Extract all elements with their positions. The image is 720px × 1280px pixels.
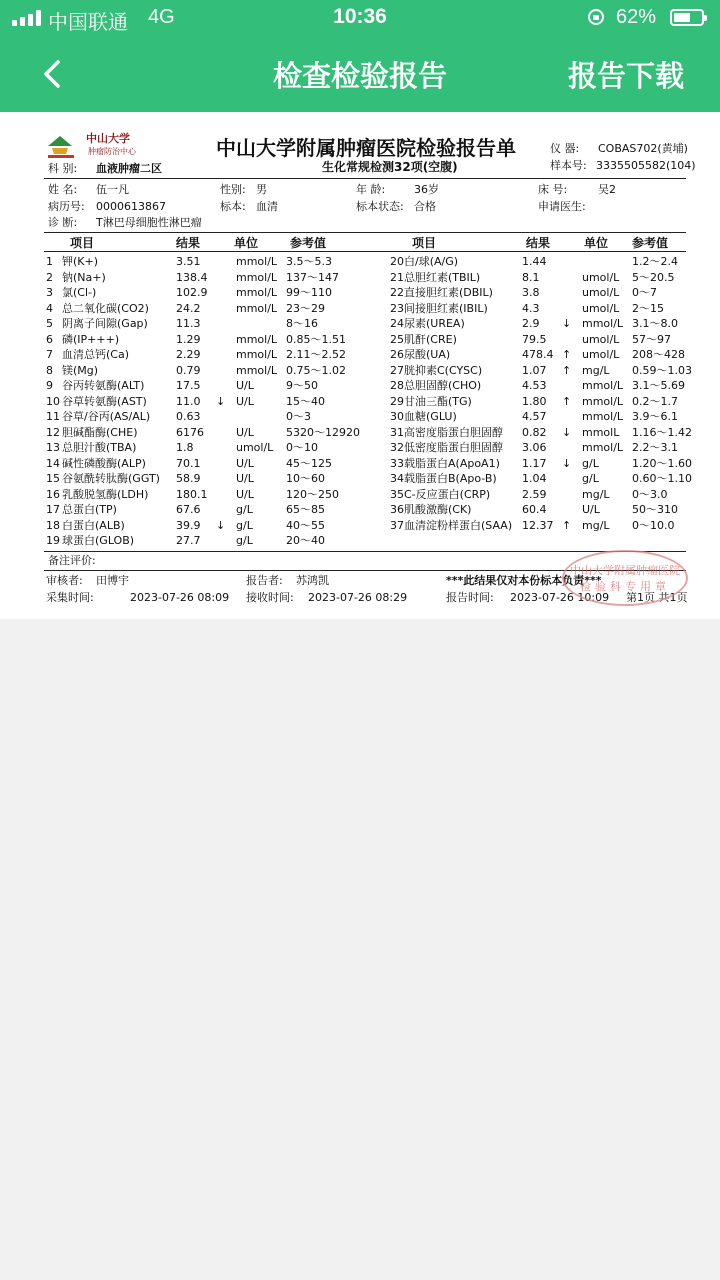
table-row <box>0 518 720 533</box>
result-flag: ↓ <box>562 425 572 439</box>
result-name: 血糖(GLU) <box>404 410 457 423</box>
result-ref: 0～10 <box>286 441 318 454</box>
result-value: 102.9 <box>176 286 208 299</box>
result-flag: ↓ <box>562 456 572 470</box>
result-no: 25 <box>390 332 404 346</box>
result-no: 5 <box>46 317 53 330</box>
instrument-value: COBAS702(黄埔) <box>598 142 688 155</box>
result-unit: mmol/L <box>236 255 278 268</box>
result-name: 高密度脂蛋白胆固醇 <box>404 425 503 439</box>
result-no: 13 <box>46 441 60 454</box>
patient-name: 伍一凡 <box>96 183 129 196</box>
collect-time-label: 采集时间: <box>46 591 94 604</box>
result-no: 2 <box>46 270 53 284</box>
result-name: 载脂蛋白B(Apo-B) <box>404 472 497 485</box>
result-ref: 15～40 <box>286 394 325 408</box>
result-no: 21 <box>390 270 404 284</box>
diagnosis-value: T淋巴母细胞性淋巴瘤 <box>96 216 202 229</box>
divider <box>44 178 686 179</box>
result-name: 低密度脂蛋白胆固醇 <box>404 441 503 454</box>
result-no: 3 <box>46 286 53 299</box>
result-ref: 0.85～1.51 <box>286 332 346 346</box>
specimen-value: 血清 <box>256 200 278 213</box>
reviewer-value: 田博宇 <box>96 574 129 587</box>
result-value: 1.44 <box>522 255 547 268</box>
reporter-label: 报告者: <box>246 574 283 587</box>
result-name: 血清淀粉样蛋白(SAA) <box>404 518 513 532</box>
result-ref: 2.11～2.52 <box>286 348 346 361</box>
result-value: 1.8 <box>176 441 194 454</box>
result-unit: mg/L <box>582 518 610 532</box>
result-unit: mmol/L <box>582 410 624 423</box>
result-value: 4.57 <box>522 410 547 423</box>
result-name: 直接胆红素(DBIL) <box>404 286 493 299</box>
result-no: 9 <box>46 379 53 392</box>
result-name: 胱抑素C(CYSC) <box>404 363 483 377</box>
header-ref-left: 参考值 <box>290 236 327 250</box>
result-value: 11.3 <box>176 317 201 330</box>
table-row <box>0 363 720 378</box>
result-no: 37 <box>390 518 404 532</box>
disclaimer: ***此结果仅对本份标本负责*** <box>446 574 602 587</box>
result-name: 总胆红素(TBIL) <box>404 270 481 284</box>
battery-percent: 62% <box>616 6 657 28</box>
bed-value: 吴2 <box>598 183 616 196</box>
result-ref: 0.60～1.10 <box>632 472 692 485</box>
result-value: 3.06 <box>522 441 547 454</box>
result-value: 60.4 <box>522 503 547 516</box>
result-ref: 65～85 <box>286 503 325 516</box>
result-value: 478.4 <box>522 348 554 361</box>
result-no: 28 <box>390 379 404 392</box>
result-name: 尿酸(UA) <box>404 348 451 361</box>
receive-time-value: 2023-07-26 08:29 <box>308 591 408 604</box>
result-no: 30 <box>390 410 404 423</box>
result-no: 10 <box>46 394 60 408</box>
result-no: 1 <box>46 255 53 268</box>
result-name: 氯(Cl-) <box>62 286 97 299</box>
result-no: 32 <box>390 441 404 454</box>
result-no: 36 <box>390 503 404 516</box>
sample-no-value: 3335505582(104) <box>596 159 696 172</box>
result-no: 34 <box>390 472 404 485</box>
result-ref: 1.16～1.42 <box>632 425 692 439</box>
sample-no-label: 样本号: <box>550 159 587 172</box>
result-name: 间接胆红素(IBIL) <box>404 301 488 315</box>
result-value: 0.63 <box>176 410 201 423</box>
table-row <box>0 394 720 409</box>
table-row <box>0 270 720 285</box>
result-name: 钾(K+) <box>62 255 99 268</box>
collect-time-value: 2023-07-26 08:09 <box>130 591 230 604</box>
result-value: 1.07 <box>522 363 547 377</box>
divider <box>44 251 686 252</box>
result-no: 35 <box>390 487 404 501</box>
table-row <box>0 378 720 393</box>
result-ref: 3.1～8.0 <box>632 317 678 330</box>
result-unit: umol/L <box>236 441 274 454</box>
result-name: 阴离子间隙(Gap) <box>62 317 148 330</box>
result-flag: ↓ <box>216 518 226 532</box>
result-value: 17.5 <box>176 379 201 392</box>
battery-level <box>674 13 690 22</box>
result-value: 6176 <box>176 425 204 439</box>
result-name: 总蛋白(TP) <box>62 503 117 516</box>
report-image[interactable] <box>0 112 720 619</box>
result-no: 27 <box>390 363 404 377</box>
result-no: 6 <box>46 332 53 346</box>
result-unit: g/L <box>582 472 599 485</box>
table-row <box>0 409 720 424</box>
page-number: 第1页 共1页 <box>626 591 688 604</box>
dept-label: 科 别: <box>48 162 78 175</box>
result-unit: mmolL <box>582 425 620 439</box>
result-name: 谷氨酰转肽酶(GGT) <box>62 472 160 485</box>
result-ref: 2.2～3.1 <box>632 441 678 454</box>
result-ref: 1.20～1.60 <box>632 456 692 470</box>
table-row <box>0 347 720 362</box>
result-no: 12 <box>46 425 60 439</box>
result-flag: ↑ <box>562 348 572 361</box>
result-value: 79.5 <box>522 332 547 346</box>
svg-text:中山大学: 中山大学 <box>86 132 130 145</box>
report-time-label: 报告时间: <box>446 591 494 604</box>
specimen-status-label: 标本状态: <box>356 200 404 213</box>
header-item-left: 项目 <box>70 236 95 250</box>
table-row <box>0 332 720 347</box>
result-ref: 99～110 <box>286 286 332 299</box>
result-unit: mg/L <box>582 363 610 377</box>
result-unit: umol/L <box>582 301 620 315</box>
result-value: 67.6 <box>176 503 201 516</box>
svg-text:肿瘤防治中心: 肿瘤防治中心 <box>88 147 136 156</box>
result-value: 3.8 <box>522 286 540 299</box>
result-name: 载脂蛋白A(ApoA1) <box>404 456 500 470</box>
result-ref: 3.5～5.3 <box>286 255 332 268</box>
result-value: 12.37 <box>522 518 554 532</box>
result-value: 39.9 <box>176 518 201 532</box>
header-result-left: 结果 <box>176 236 201 250</box>
result-value: 70.1 <box>176 456 201 470</box>
result-unit: g/L <box>582 456 599 470</box>
result-name: 血清总钙(Ca) <box>62 348 130 361</box>
result-unit: g/L <box>236 503 253 516</box>
result-flag: ↑ <box>562 363 572 377</box>
sex-label: 性别: <box>220 183 246 196</box>
table-row <box>0 440 720 455</box>
result-unit: mmol/L <box>582 394 624 408</box>
header-ref-right: 参考值 <box>632 236 669 250</box>
result-no: 26 <box>390 348 404 361</box>
result-ref: 20～40 <box>286 534 325 547</box>
result-unit: U/L <box>236 456 254 470</box>
result-ref: 5～20.5 <box>632 270 675 284</box>
result-name: 甘油三酯(TG) <box>404 394 472 408</box>
result-flag: ↓ <box>562 317 572 330</box>
report-subtitle: 生化常规检测32项(空腹) <box>322 160 458 174</box>
result-name: 球蛋白(GLOB) <box>62 534 135 547</box>
table-row <box>0 254 720 269</box>
result-unit: mmol/L <box>236 270 278 284</box>
result-ref: 2～15 <box>632 301 664 315</box>
result-no: 14 <box>46 456 60 470</box>
result-unit: umol/L <box>582 270 620 284</box>
result-unit: U/L <box>236 394 254 408</box>
result-no: 7 <box>46 348 53 361</box>
result-ref: 3.1～5.69 <box>632 379 685 392</box>
result-no: 11 <box>46 410 60 423</box>
result-no: 24 <box>390 317 404 330</box>
result-unit: mmol/L <box>582 379 624 392</box>
result-ref: 23～29 <box>286 301 325 315</box>
result-no: 8 <box>46 363 53 377</box>
name-label: 姓 名: <box>48 183 78 196</box>
result-name: 镁(Mg) <box>62 363 99 377</box>
remark-label: 备注评价: <box>48 554 96 567</box>
result-name: 胆碱酯酶(CHE) <box>62 425 138 439</box>
result-no: 17 <box>46 503 60 516</box>
reviewer-label: 审核者: <box>46 574 83 587</box>
result-ref: 8～16 <box>286 317 318 330</box>
result-value: 27.7 <box>176 534 201 547</box>
header-result-right: 结果 <box>526 236 551 250</box>
result-ref: 208～428 <box>632 348 685 361</box>
dept-value: 血液肿瘤二区 <box>96 162 162 175</box>
result-value: 0.79 <box>176 363 201 377</box>
result-name: 谷草转氨酶(AST) <box>62 394 147 408</box>
result-ref: 0～3 <box>286 410 311 423</box>
sex-value: 男 <box>256 183 267 196</box>
age-value: 36岁 <box>414 183 439 196</box>
result-unit: g/L <box>236 518 253 532</box>
result-no: 18 <box>46 518 60 532</box>
result-ref: 0～7 <box>632 286 657 299</box>
result-unit: mmol/L <box>236 301 278 315</box>
record-label: 病历号: <box>48 200 85 213</box>
record-value: 0000613867 <box>96 200 166 213</box>
age-label: 年 龄: <box>356 183 386 196</box>
result-ref: 0.2～1.7 <box>632 394 678 408</box>
result-ref: 50～310 <box>632 503 678 516</box>
status-bar <box>0 0 720 36</box>
result-ref: 1.2～2.4 <box>632 255 678 268</box>
result-unit: mmol/L <box>582 317 624 330</box>
result-value: 4.3 <box>522 301 540 315</box>
result-unit: mmol/L <box>236 332 278 346</box>
result-no: 20 <box>390 255 404 268</box>
result-ref: 0.75～1.02 <box>286 363 346 377</box>
result-unit: mmol/L <box>236 363 278 377</box>
result-value: 1.29 <box>176 332 201 346</box>
result-value: 1.17 <box>522 456 547 470</box>
lab-seal-stamp: 中山大学附属肿瘤医院 检验科专用章 <box>562 550 688 606</box>
result-value: 2.59 <box>522 487 547 501</box>
result-unit: mg/L <box>582 487 610 501</box>
divider <box>44 551 686 552</box>
result-unit: U/L <box>582 503 600 516</box>
result-ref: 0.59～1.03 <box>632 363 692 377</box>
result-ref: 45～125 <box>286 456 332 470</box>
table-row <box>0 487 720 502</box>
result-value: 1.04 <box>522 472 547 485</box>
result-ref: 0～3.0 <box>632 487 668 501</box>
table-row <box>0 316 720 331</box>
result-value: 24.2 <box>176 301 201 315</box>
page-title: 检查检验报告 <box>272 59 447 93</box>
table-row <box>0 301 720 316</box>
result-value: 138.4 <box>176 270 208 284</box>
result-ref: 9～50 <box>286 379 318 392</box>
header-unit-right: 单位 <box>584 236 609 250</box>
result-value: 8.1 <box>522 270 540 284</box>
result-ref: 0～10.0 <box>632 518 675 532</box>
table-row <box>0 533 720 548</box>
result-ref: 5320～12920 <box>286 425 360 439</box>
result-unit: U/L <box>236 379 254 392</box>
result-name: 尿素(UREA) <box>404 317 465 330</box>
nav-bar <box>0 36 720 112</box>
result-value: 180.1 <box>176 487 208 501</box>
reporter-value: 苏鸿凯 <box>296 574 329 587</box>
result-ref: 120～250 <box>286 487 339 501</box>
result-value: 4.53 <box>522 379 547 392</box>
result-name: 碱性磷酸酶(ALP) <box>62 456 146 470</box>
lab-report <box>0 112 720 619</box>
status-time: 10:36 <box>333 5 387 28</box>
specimen-status-value: 合格 <box>414 200 436 213</box>
result-flag: ↑ <box>562 394 572 408</box>
result-unit: U/L <box>236 487 254 501</box>
specimen-label: 标本: <box>220 200 246 213</box>
result-unit: umol/L <box>582 286 620 299</box>
diagnosis-label: 诊 断: <box>48 216 78 229</box>
result-no: 15 <box>46 472 60 485</box>
result-no: 19 <box>46 534 60 547</box>
doctor-label: 申请医生: <box>538 200 586 213</box>
result-no: 29 <box>390 394 404 408</box>
result-unit: U/L <box>236 472 254 485</box>
download-report-button[interactable]: 报告下载 <box>567 59 684 93</box>
report-title: 中山大学附属肿瘤医院检验报告单 <box>216 136 516 160</box>
result-name: C-反应蛋白(CRP) <box>404 487 491 501</box>
hospital-logo <box>46 130 166 160</box>
table-row <box>0 425 720 440</box>
result-unit: umol/L <box>582 348 620 361</box>
result-value: 1.80 <box>522 394 547 408</box>
result-name: 总二氧化碳(CO2) <box>62 301 149 315</box>
receive-time-label: 接收时间: <box>246 591 294 604</box>
result-name: 肌酸激酶(CK) <box>404 503 472 516</box>
result-value: 2.29 <box>176 348 201 361</box>
result-name: 磷(IP+++) <box>62 332 120 346</box>
result-name: 肌酐(CRE) <box>404 332 457 346</box>
result-unit: umol/L <box>582 332 620 346</box>
result-flag: ↑ <box>562 518 572 532</box>
result-value: 2.9 <box>522 317 540 330</box>
result-unit: g/L <box>236 534 253 547</box>
result-unit: mmol/L <box>236 286 278 299</box>
divider <box>44 232 686 233</box>
result-ref: 10～60 <box>286 472 325 485</box>
header-item-right: 项目 <box>412 236 437 250</box>
result-unit: U/L <box>236 425 254 439</box>
report-time-value: 2023-07-26 10:09 <box>510 591 610 604</box>
result-no: 23 <box>390 301 404 315</box>
result-no: 4 <box>46 301 53 315</box>
header-unit-left: 单位 <box>234 236 259 250</box>
instrument-label: 仪 器: <box>550 142 580 155</box>
result-value: 3.51 <box>176 255 201 268</box>
result-name: 钠(Na+) <box>62 270 106 284</box>
result-ref: 137～147 <box>286 270 339 284</box>
result-no: 16 <box>46 487 60 501</box>
table-row <box>0 471 720 486</box>
carrier-label: 中国联通 <box>48 12 128 34</box>
result-name: 总胆汁酸(TBA) <box>62 441 137 454</box>
result-name: 白蛋白(ALB) <box>62 518 125 532</box>
result-value: 0.82 <box>522 425 547 439</box>
result-name: 总胆固醇(CHO) <box>404 379 482 392</box>
table-row <box>0 456 720 471</box>
result-unit: mmol/L <box>582 441 624 454</box>
result-flag: ↓ <box>216 394 226 408</box>
table-row <box>0 285 720 300</box>
result-name: 白/球(A/G) <box>404 255 459 268</box>
battery-icon <box>670 9 704 26</box>
rotation-lock-icon <box>588 9 604 25</box>
result-name: 谷丙转氨酶(ALT) <box>62 379 145 392</box>
result-no: 33 <box>390 456 404 470</box>
result-name: 乳酸脱氢酶(LDH) <box>62 487 149 501</box>
result-value: 58.9 <box>176 472 201 485</box>
bed-label: 床 号: <box>538 183 568 196</box>
result-no: 22 <box>390 286 404 299</box>
result-unit: mmol/L <box>236 348 278 361</box>
table-row <box>0 502 720 517</box>
result-ref: 57～97 <box>632 332 671 346</box>
result-no: 31 <box>390 425 404 439</box>
result-value: 11.0 <box>176 394 201 408</box>
result-ref: 40～55 <box>286 518 325 532</box>
result-ref: 3.9～6.1 <box>632 410 678 423</box>
network-type: 4G <box>148 6 175 28</box>
result-name: 谷草/谷丙(AS/AL) <box>62 410 151 423</box>
